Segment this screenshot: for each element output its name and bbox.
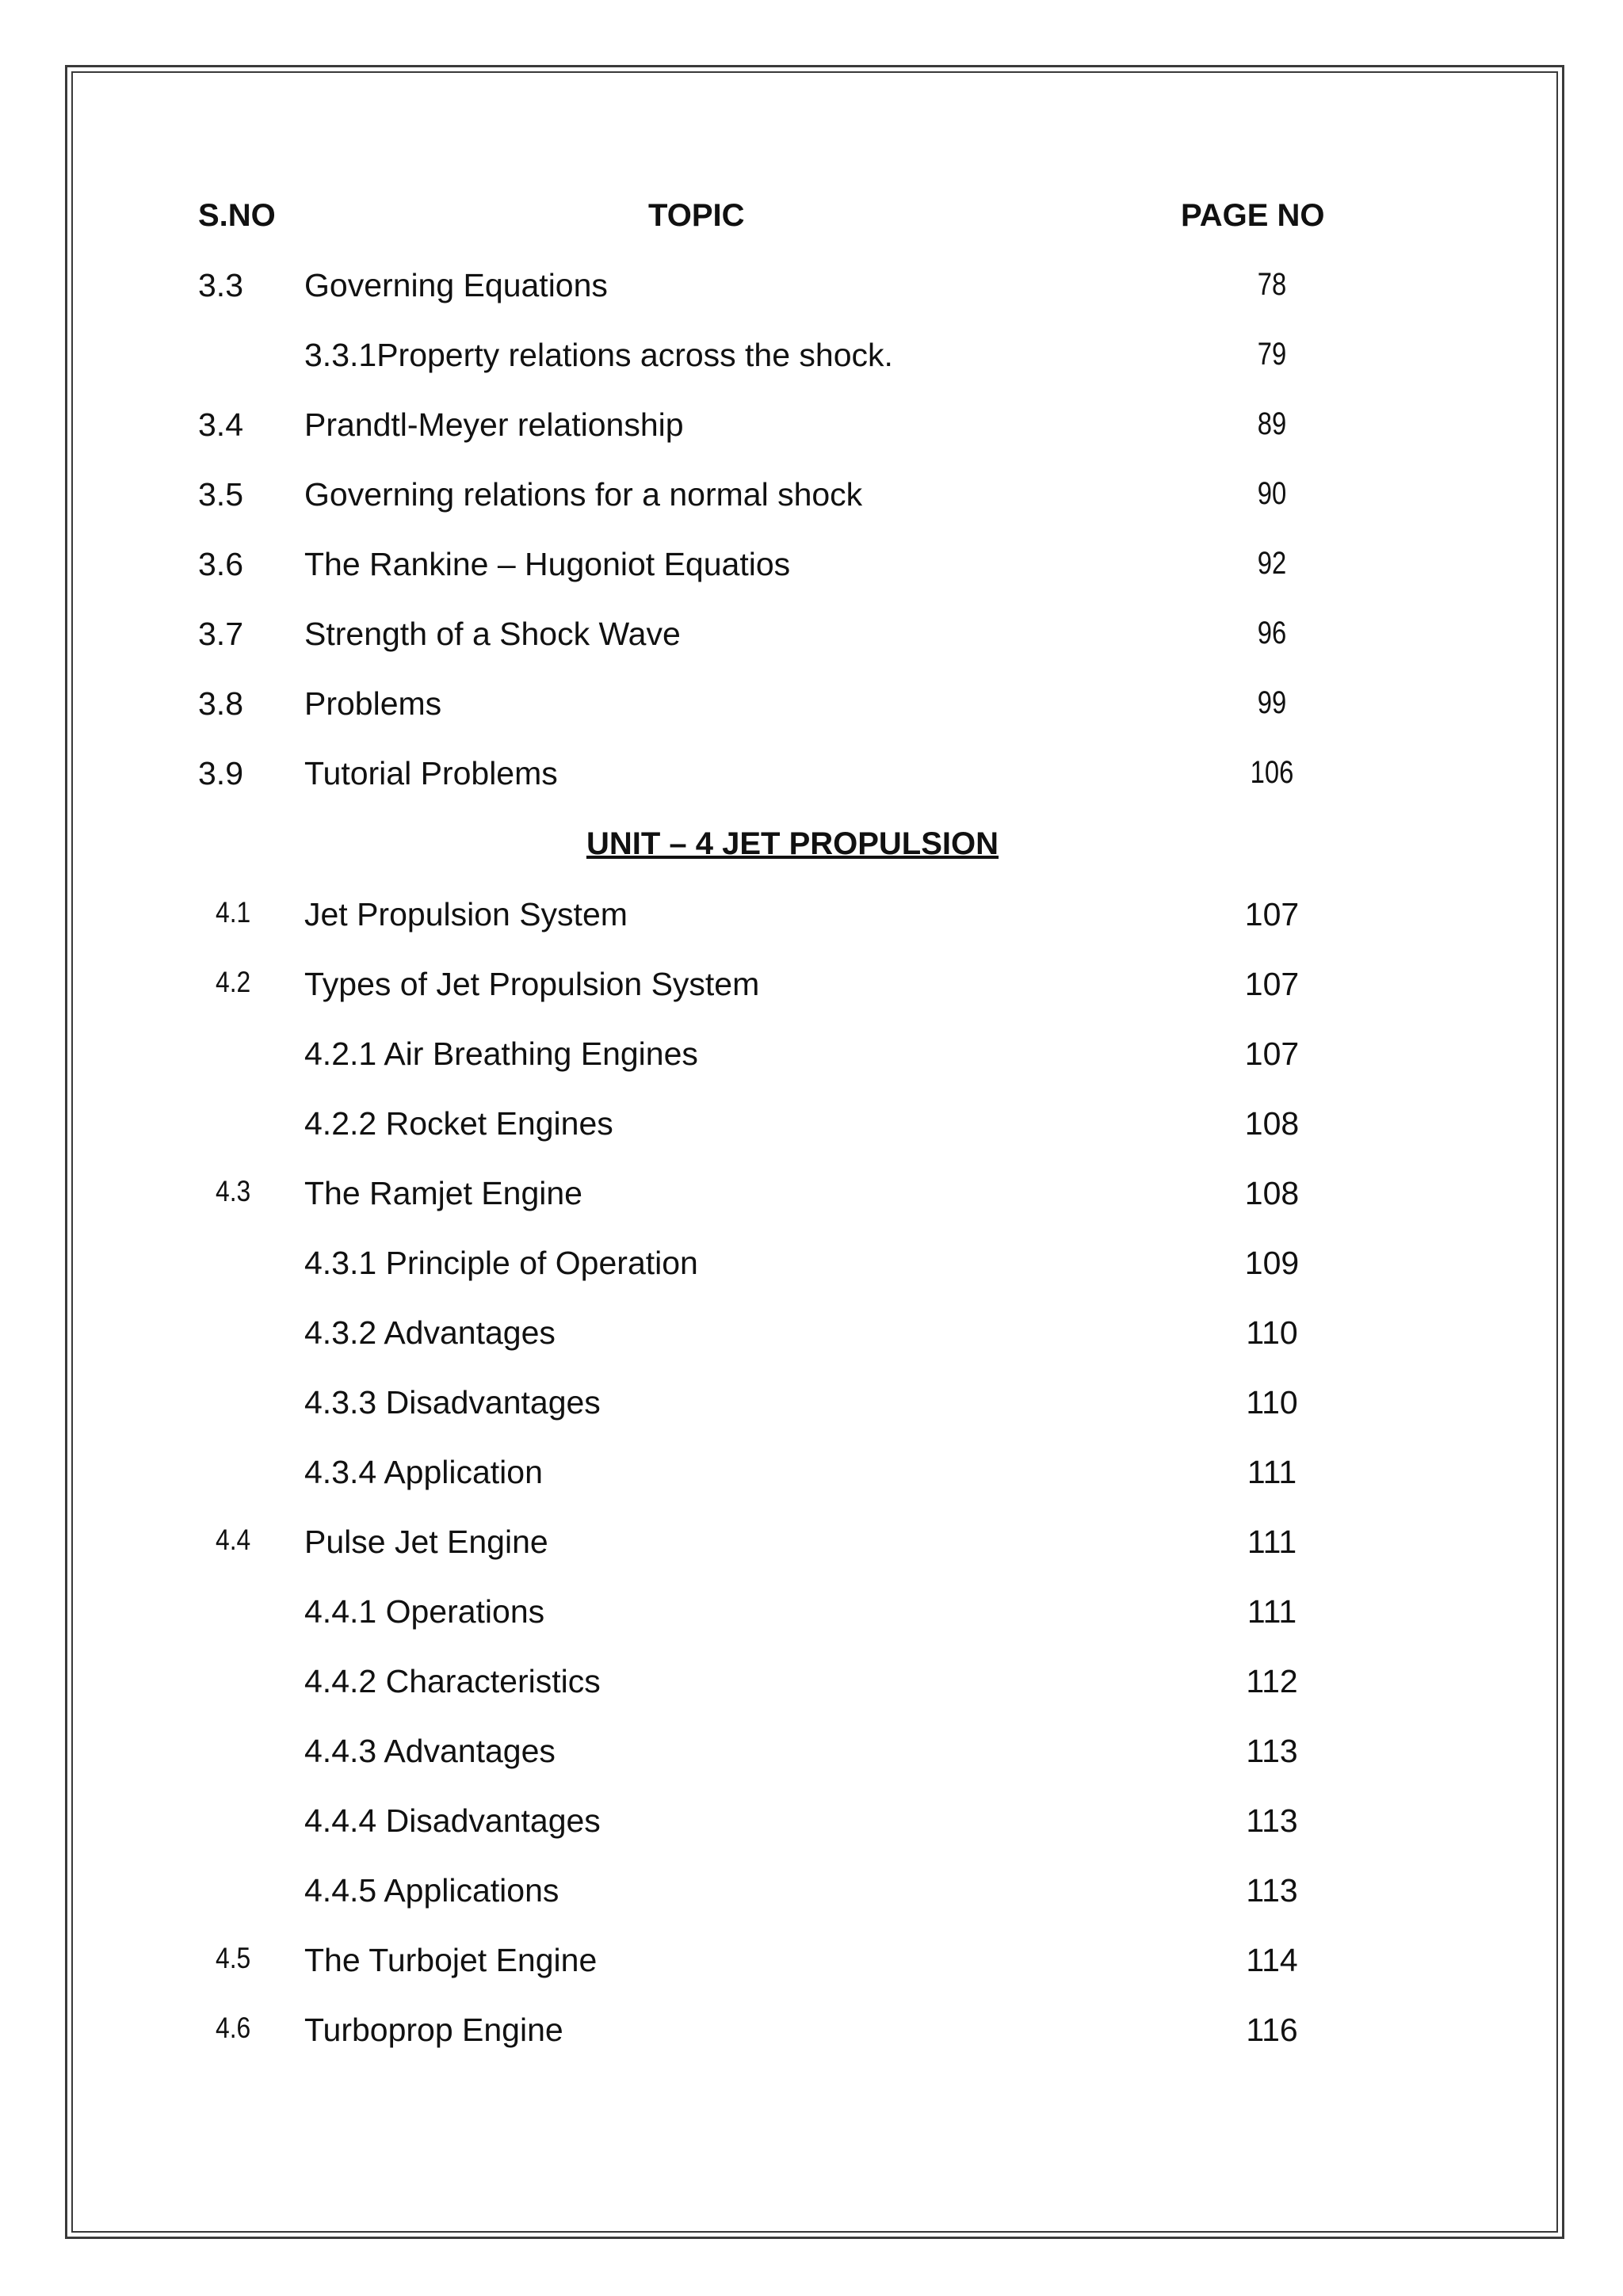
toc-page-number: 78 <box>1257 267 1287 302</box>
toc-title: The Rankine – Hugoniot Equatios <box>304 546 791 582</box>
toc-title: The Turbojet Engine <box>304 1942 598 1978</box>
toc-row <box>0 685 1623 733</box>
toc-sno: 4.5 <box>216 1942 251 1974</box>
toc-page-number: 107 <box>1244 966 1300 1002</box>
toc-page-number: 109 <box>1244 1245 1300 1281</box>
toc-row <box>0 1593 1623 1641</box>
toc-page-number: 90 <box>1257 476 1287 511</box>
toc-sno: 4.6 <box>216 2012 251 2044</box>
toc-page-number: 79 <box>1257 337 1287 372</box>
toc-page-number: 107 <box>1244 896 1300 933</box>
toc-page-number: 111 <box>1247 1454 1297 1490</box>
header-page-no: PAGE NO <box>1181 198 1325 233</box>
toc-row <box>0 1314 1623 1362</box>
toc-page-number: 116 <box>1246 2012 1298 2048</box>
toc-row <box>0 1175 1623 1222</box>
toc-page-number: 99 <box>1257 685 1287 720</box>
toc-title: Governing relations for a normal shock <box>304 476 863 513</box>
toc-sno: 3.3 <box>198 267 243 303</box>
toc-row <box>0 1524 1623 1571</box>
toc-row <box>0 616 1623 663</box>
toc-row <box>0 1872 1623 1920</box>
toc-page-number: 113 <box>1246 1872 1298 1909</box>
toc-row <box>0 1733 1623 1780</box>
toc-page-number: 92 <box>1257 546 1287 581</box>
unit-heading-text: UNIT – 4 JET PROPULSION <box>586 826 999 861</box>
toc-row <box>0 476 1623 524</box>
toc-title: 4.4.4 Disadvantages <box>304 1802 601 1839</box>
toc-row <box>0 966 1623 1013</box>
toc-sno: 3.4 <box>198 406 243 443</box>
toc-sno: 4.3 <box>216 1175 251 1207</box>
toc-sno: 4.4 <box>216 1524 251 1556</box>
toc-page-number: 114 <box>1246 1942 1298 1978</box>
toc-title: The Ramjet Engine <box>304 1175 582 1211</box>
toc-sno: 3.9 <box>198 755 243 791</box>
toc-row <box>0 1384 1623 1432</box>
toc-title: 4.4.5 Applications <box>304 1872 559 1909</box>
toc-page-number: 89 <box>1257 406 1287 441</box>
toc-sno: 4.2 <box>216 966 251 998</box>
toc-page-number: 110 <box>1246 1314 1298 1351</box>
toc-row <box>0 546 1623 593</box>
toc-title: Pulse Jet Engine <box>304 1524 548 1560</box>
toc-row <box>0 896 1623 944</box>
toc-title: 4.4.1 Operations <box>304 1593 545 1630</box>
toc-page-number: 108 <box>1244 1105 1300 1142</box>
header-sno: S.NO <box>198 198 276 233</box>
toc-page-number: 96 <box>1257 616 1287 650</box>
toc-row <box>0 1245 1623 1292</box>
toc-page-number: 110 <box>1246 1384 1298 1421</box>
toc-row <box>0 2012 1623 2059</box>
toc-row <box>0 755 1623 803</box>
toc-title: 4.2.1 Air Breathing Engines <box>304 1035 698 1072</box>
toc-row <box>0 1454 1623 1501</box>
toc-page-number: 111 <box>1247 1593 1297 1630</box>
toc-page-number: 107 <box>1244 1035 1300 1072</box>
toc-title: Types of Jet Propulsion System <box>304 966 760 1002</box>
toc-row <box>0 1802 1623 1850</box>
toc-row <box>0 1942 1623 1989</box>
toc-title: Problems <box>304 685 442 722</box>
toc-title: Prandtl-Meyer relationship <box>304 406 684 443</box>
toc-title: 4.4.3 Advantages <box>304 1733 556 1769</box>
toc-row <box>0 1035 1623 1083</box>
toc-sno: 3.6 <box>198 546 243 582</box>
toc-row <box>0 337 1623 384</box>
toc-sno: 3.5 <box>198 476 243 513</box>
toc-sno: 3.8 <box>198 685 243 722</box>
toc-title: 4.2.2 Rocket Engines <box>304 1105 613 1142</box>
toc-row <box>0 1663 1623 1711</box>
toc-page-number: 113 <box>1246 1802 1298 1839</box>
toc-title: Turboprop Engine <box>304 2012 563 2048</box>
toc-page-number: 113 <box>1246 1733 1298 1769</box>
toc-page-number: 112 <box>1246 1663 1298 1699</box>
toc-title: Strength of a Shock Wave <box>304 616 681 652</box>
unit-heading <box>0 826 1623 862</box>
toc-title: Tutorial Problems <box>304 755 558 791</box>
toc-title: 4.3.3 Disadvantages <box>304 1384 601 1421</box>
toc-title: 4.3.1 Principle of Operation <box>304 1245 698 1281</box>
toc-page-number: 111 <box>1247 1524 1297 1560</box>
toc-page-number: 108 <box>1244 1175 1300 1211</box>
toc-row <box>0 1105 1623 1153</box>
toc-page-number: 106 <box>1250 755 1294 790</box>
toc-row <box>0 406 1623 454</box>
toc-title: Governing Equations <box>304 267 608 303</box>
toc-sno: 4.1 <box>216 896 251 929</box>
toc-title: Jet Propulsion System <box>304 896 628 933</box>
toc-sno: 3.7 <box>198 616 243 652</box>
toc-title: 4.4.2 Characteristics <box>304 1663 601 1699</box>
toc-title: 4.3.4 Application <box>304 1454 543 1490</box>
header-topic: TOPIC <box>648 198 745 233</box>
toc-row <box>0 267 1623 315</box>
toc-title: 4.3.2 Advantages <box>304 1314 556 1351</box>
toc-title: 3.3.1Property relations across the shock. <box>304 337 893 373</box>
